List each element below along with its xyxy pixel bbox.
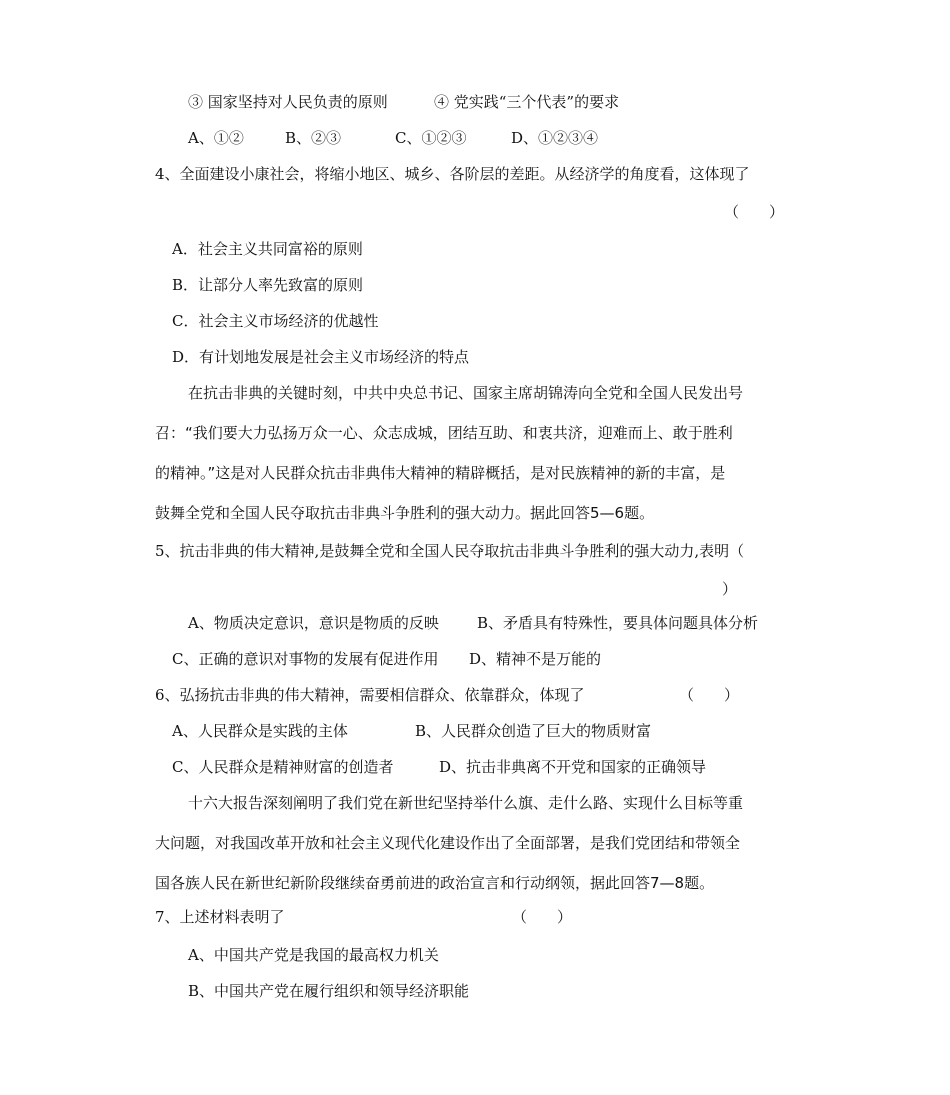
q6-option-a: A、人民群众是实践的主体 [172,722,348,740]
material1-line-2: 召：“我们要大力弘扬万众一心、众志成城，团结互助、和衷共济，迎难而上、敢于胜利 [155,424,733,442]
q6-stem: 6、弘扬抗击非典的伟大精神，需要相信群众、依靠群众，体现了 [155,686,585,704]
q5-close-paren: ） [722,580,738,598]
q4-option-b: B．让部分人率先致富的原则 [172,276,364,294]
q6-option-c: C、人民群众是精神财富的创造者 [172,758,394,776]
q3-choice-a: A、①② [188,129,244,147]
material2-line-2: 大问题，对我国改革开放和社会主义现代化建设作出了全面部署，是我们党团结和带领全 [155,834,741,852]
q3-choice-d: D、①②③④ [511,129,599,147]
q6-option-d: D、抗击非典离不开党和国家的正确领导 [439,758,707,776]
q5-option-d: D、精神不是万能的 [469,650,602,668]
q4-option-c: C．社会主义市场经济的优越性 [172,312,379,330]
q3-option-4: ④ 党实践“三个代表”的要求 [434,93,620,111]
q5-option-b: B、矛盾具有特殊性，要具体问题具体分析 [477,614,759,632]
q4-option-d: D．有计划地发展是社会主义市场经济的特点 [172,348,470,366]
material1-line-4: 鼓舞全党和全国人民夺取抗击非典斗争胜利的强大动力。据此回答5—6题。 [155,504,655,522]
q4-answer-paren: （ ） [724,203,785,221]
material2-line-1: 十六大报告深刻阐明了我们党在新世纪坚持举什么旗、走什么路、实现什么目标等重 [188,794,744,812]
q4-stem: 4、全面建设小康社会，将缩小地区、城乡、各阶层的差距。从经济学的角度看，这体现了 [155,165,750,183]
q7-option-b: B、中国共产党在履行组织和领导经济职能 [188,982,470,1000]
q5-stem: 5、抗击非典的伟大精神,是鼓舞全党和全国人民夺取抗击非典斗争胜利的强大动力,表明（ [155,542,745,560]
q7-stem: 7、上述材料表明了 [155,908,285,926]
q3-choice-b: B、②③ [285,129,342,147]
q3-choice-c: C、①②③ [395,129,467,147]
q3-option-3: ③ 国家坚持对人民负责的原则 [188,93,388,111]
q7-option-a: A、中国共产党是我国的最高权力机关 [188,946,439,964]
q5-option-c: C、正确的意识对事物的发展有促进作用 [172,650,439,668]
q6-option-b: B、人民群众创造了巨大的物质财富 [415,722,652,740]
q4-option-a: A．社会主义共同富裕的原则 [172,240,363,258]
q7-answer-paren: （ ） [512,908,573,926]
material2-line-3: 国各族人民在新世纪新阶段继续奋勇前进的政治宣言和行动纲领，据此回答7—8题。 [155,874,715,892]
material1-line-1: 在抗击非典的关键时刻，中共中央总书记、国家主席胡锦涛向全党和全国人民发出号 [188,384,744,402]
material1-line-3: 的精神。”这是对人民群众抗击非典伟大精神的精辟概括，是对民族精神的新的丰富，是 [155,464,726,482]
q6-answer-paren: （ ） [679,686,740,704]
q5-option-a: A、物质决定意识，意识是物质的反映 [188,614,439,632]
